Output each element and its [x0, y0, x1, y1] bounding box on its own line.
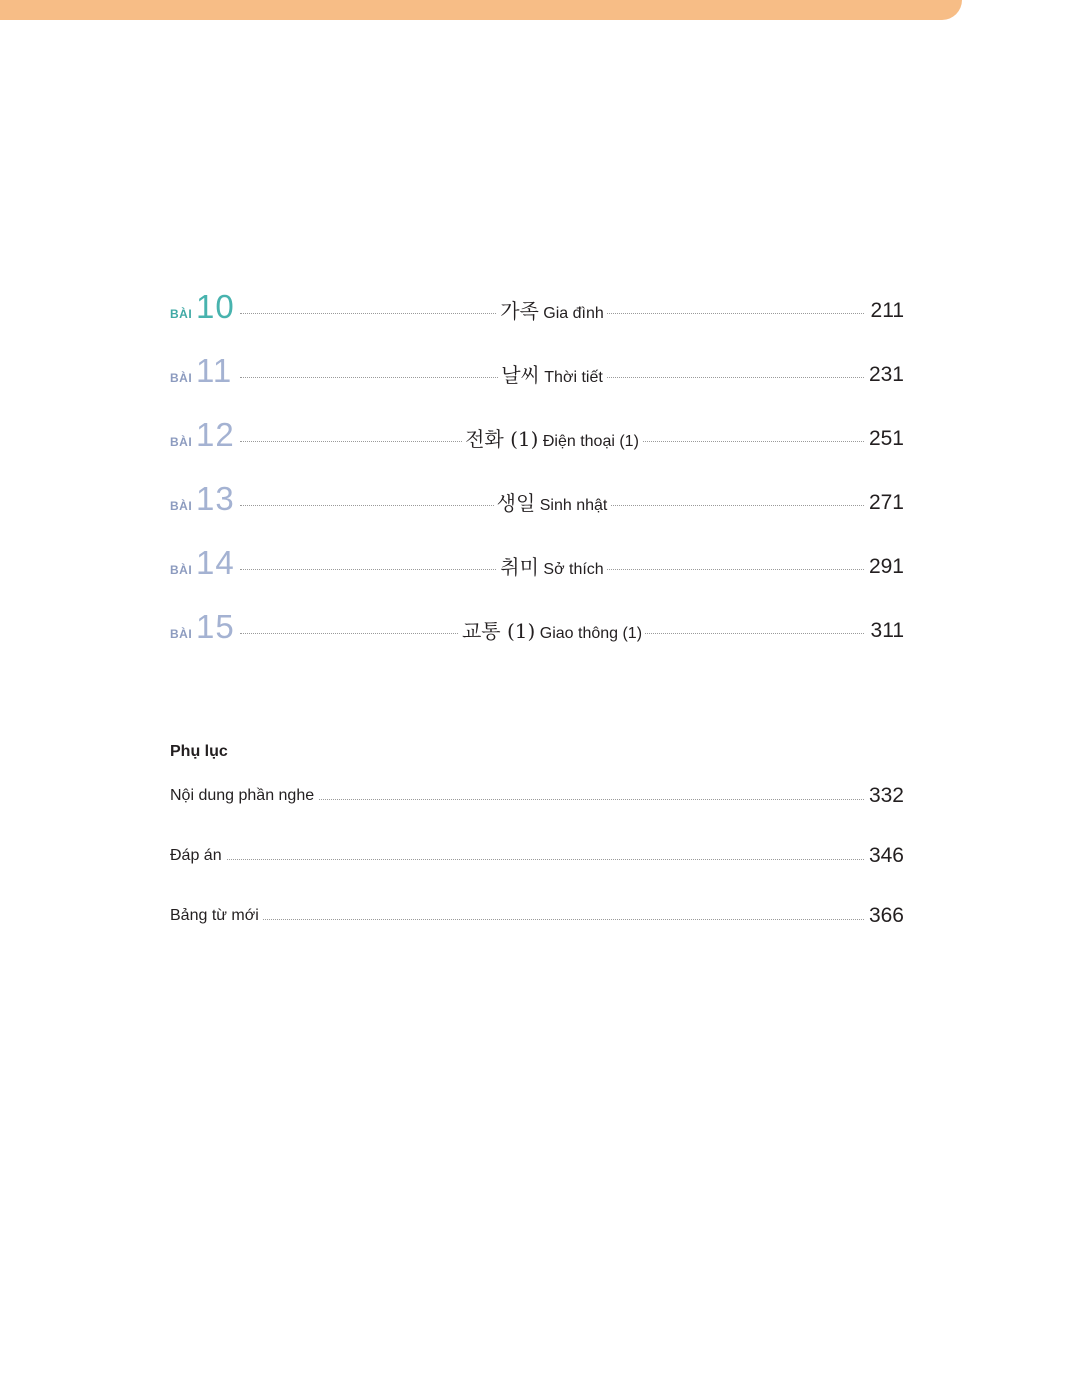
lesson-title-vietnamese: Giao thông (1)	[539, 625, 643, 642]
lesson-number: 15	[196, 608, 235, 645]
page-number: 346	[866, 843, 904, 869]
page-number: 231	[866, 362, 904, 388]
lesson-title-korean: 생일	[496, 491, 536, 515]
lesson-title-korean: 날씨	[501, 363, 540, 387]
appendix-entry-vocabulary[interactable]	[170, 903, 904, 963]
lesson-title	[240, 488, 864, 521]
lesson-title	[240, 296, 864, 329]
page-number: 332	[866, 783, 904, 809]
lesson-number: 10	[196, 288, 235, 325]
lesson-title	[240, 424, 864, 457]
appendix-entry-answers[interactable]	[170, 843, 904, 903]
toc-entry-lesson-13[interactable]	[170, 480, 904, 544]
lesson-title-korean: 가족	[500, 299, 539, 323]
page-number: 311	[868, 618, 904, 644]
lesson-title-vietnamese: Sở thích	[543, 561, 604, 578]
page-number: 366	[866, 903, 904, 929]
lesson-title-vietnamese: Thời tiết	[544, 369, 603, 386]
lesson-number: 14	[196, 544, 235, 581]
lesson-title-vietnamese: Gia đình	[543, 305, 604, 322]
dotted-leader	[170, 859, 864, 860]
lesson-number: 11	[196, 352, 233, 389]
page-number: 271	[866, 490, 904, 516]
page-number: 291	[866, 554, 904, 580]
lesson-prefix: BÀI	[170, 435, 193, 449]
appendix-entry-label: Bảng từ mới	[170, 905, 263, 927]
lesson-title	[240, 616, 864, 649]
lesson-title-korean: 전화 (1)	[465, 427, 539, 451]
lesson-title	[240, 552, 864, 585]
lesson-prefix: BÀI	[170, 627, 193, 641]
lesson-prefix: BÀI	[170, 563, 193, 577]
table-of-contents	[170, 288, 904, 672]
page-number: 251	[866, 426, 904, 452]
dotted-leader	[170, 919, 864, 920]
lesson-title-vietnamese: Điện thoại (1)	[542, 433, 639, 450]
page-number: 211	[868, 298, 904, 324]
appendix-entry-label: Nội dung phần nghe	[170, 785, 318, 807]
toc-entry-lesson-15[interactable]	[170, 608, 904, 672]
toc-entry-lesson-14[interactable]	[170, 544, 904, 608]
toc-entry-lesson-11[interactable]	[170, 352, 904, 416]
toc-entry-lesson-10[interactable]	[170, 288, 904, 352]
appendix-heading: Phụ lục	[170, 743, 228, 760]
appendix-entry-listening[interactable]	[170, 783, 904, 843]
lesson-title	[240, 360, 864, 393]
lesson-prefix: BÀI	[170, 499, 193, 513]
lesson-title-korean: 취미	[500, 555, 539, 579]
lesson-title-vietnamese: Sinh nhật	[539, 497, 608, 514]
lesson-number: 13	[196, 480, 235, 517]
lesson-number: 12	[196, 416, 235, 453]
lesson-title-korean: 교통 (1)	[461, 619, 536, 643]
lesson-prefix: BÀI	[170, 307, 193, 321]
toc-entry-lesson-12[interactable]	[170, 416, 904, 480]
appendix-entry-label: Đáp án	[170, 845, 226, 867]
top-header-bar	[0, 0, 962, 20]
appendix-section	[170, 741, 904, 963]
lesson-prefix: BÀI	[170, 371, 193, 385]
